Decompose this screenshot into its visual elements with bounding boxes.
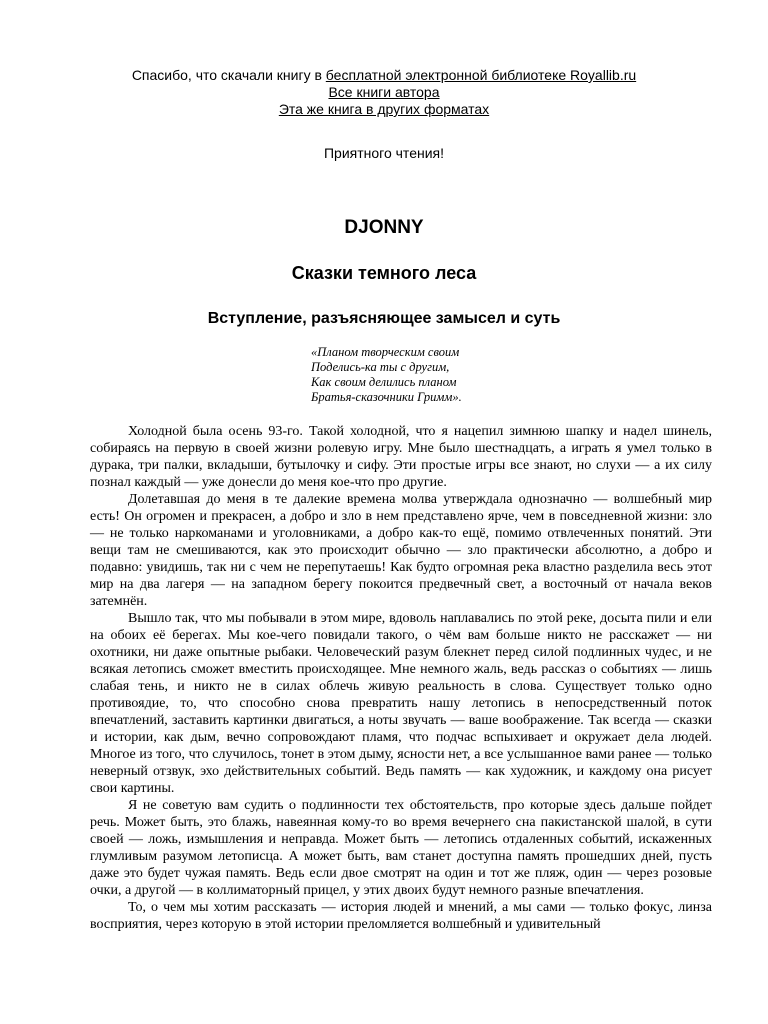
epigraph: [311, 345, 571, 405]
paragraph: Вышло так, что мы побывали в этом мире, вдоволь наплавались по этой реке, досыта пили и ели на обоих её берегах. Мы кое-чего повидали такого, о чём вам больше никто не расскажет — ни охотники, ни даже опытные рыбаки. Человеческий разум блекнет перед силой подлинных чудес, и не всякая летопись сможет вместить происходящее. Мне немного жаль, ведь рассказ о событиях — лишь слабая тень, и никто не в силах облечь живую реальность в слова. Существует только одно противоядие, то, что способно снова превратить нашу летопись в непосредственный поток впечатлений, заставить картинки двигаться, а ноты звучать — ваше воображение. Так всегда — сказки и истории, как дым, вечно сопровождают пламя, что подчас вспыхивает и окружает дела людей. Многое из того, что случилось, тонет в этом дыму, ясности нет, а все услышанное вами ранее — только неверный отзвук, эхо действительных событий. Ведь память — как художник, и каждому она рисует свои картины.: [90, 611, 712, 796]
thanks-line: [0, 67, 768, 84]
library-link[interactable]: бесплатной электронной библиотеке Royallib.ru: [325, 67, 637, 83]
book-author: DJONNY: [344, 217, 424, 238]
chapter-body: [90, 423, 712, 933]
other-formats-link[interactable]: Эта же книга в других форматах: [278, 101, 490, 117]
paragraph: Холодной была осень 93-го. Такой холодной, что я нацепил зимнюю шапку и надел шинель, собираясь на первую в своей жизни ролевую игру. Мне было шестнадцать, а играть я умел только в дурака, три палки, вкладыши, бутылочку и сифу. Эти простые игры все знают, но слухи — а их силу познал каждый — уже донесли до меня кое-что про другие.: [90, 424, 712, 490]
epigraph-line: Поделись-ка ты с другим,: [311, 360, 450, 374]
book-title: Сказки темного леса: [291, 263, 477, 283]
chapter-title: Вступление, разъясняющее замысел и суть: [207, 310, 561, 327]
paragraph: Долетавшая до меня в те далекие времена молва утверждала однозначно — волшебный мир есть! Он огромен и прекрасен, а добро и зло в нем представлено ярче, чем в повседневной жизни: зло — не только наркоманами и уголовниками, а добро как-то ещё, помимо отвлеченных понятий. Эти вещи там не смешиваются, как это происходит обычно — зло практически абсолютно, а добро и подавно: увидишь, так ни с чем не перепутаешь! Как будто огромная река властно разделила весь этот мир на два лагеря — на западном берегу покоится предвечный свет, а восточный от начала веков затемнён.: [90, 492, 712, 609]
greeting-text: Приятного чтения!: [323, 145, 444, 161]
paragraph: То, о чем мы хотим рассказать — история людей и мнений, а мы сами — только фокус, линза восприятия, через которую в этой истории преломляется волшебный и удивительный: [90, 900, 712, 932]
epigraph-line: Братья-сказочники Гримм».: [311, 390, 462, 404]
epigraph-line: Как своим делились планом: [311, 375, 457, 389]
author-books-link[interactable]: Все книги автора: [328, 84, 440, 100]
thanks-text: Спасибо, что скачали книгу в: [131, 67, 326, 83]
paragraph: Я не советую вам судить о подлинности тех обстоятельств, про которые здесь дальше пойдет речь. Может быть, это блажь, навеянная кому-то во время вечернего сна пакистанской шалой, в сути своей — ложь, измышления и неправда. Может быть — летопись отдаленных событий, искаженных глумливым разумом летописца. А может быть, вам станет доступна память прошедших дней, пусть даже это будет чужая память. Ведь если двое смотрят на один и тот же пляж, один — через розовые очки, а другой — в коллиматорный прицел, у этих двоих будут немного разные впечатления.: [90, 798, 712, 898]
download-header: [0, 67, 768, 162]
epigraph-line: «Планом творческим своим: [311, 345, 460, 359]
